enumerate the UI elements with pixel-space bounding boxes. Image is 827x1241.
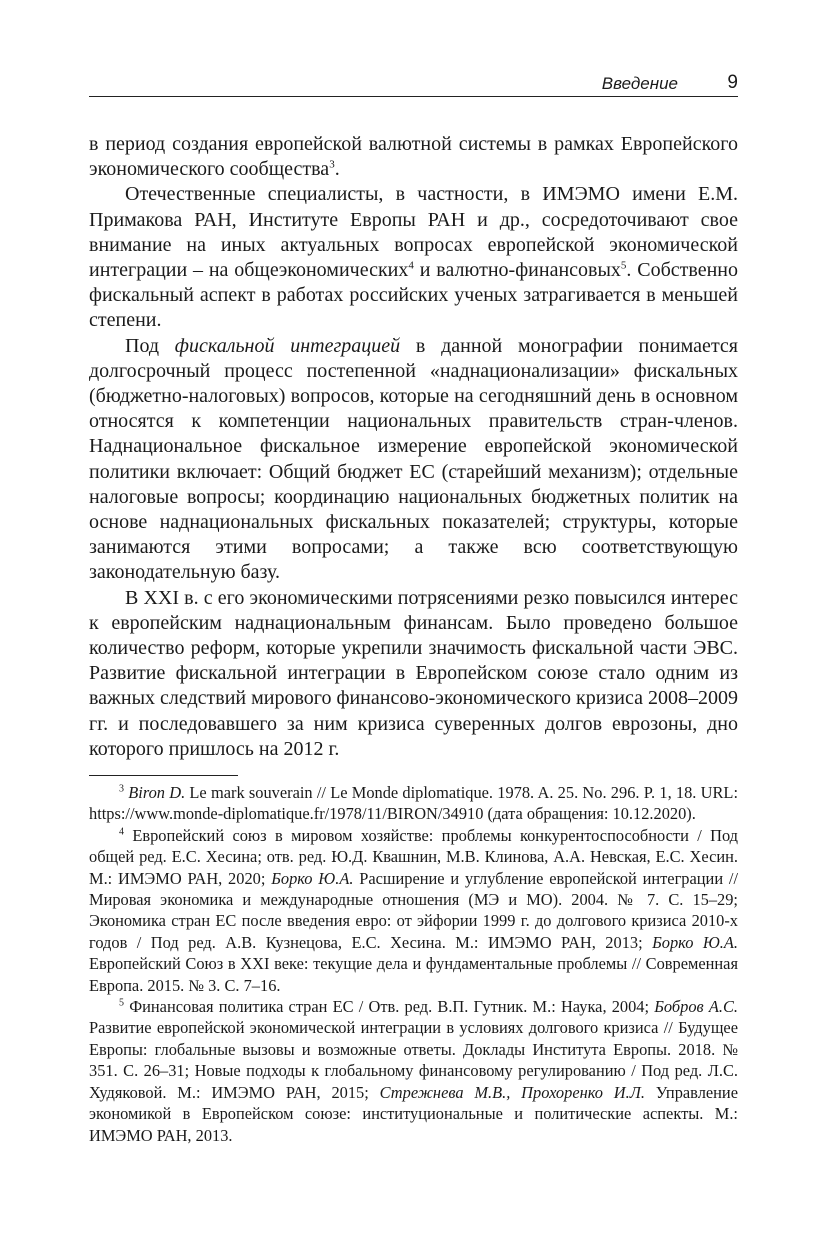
- footnote-ref-5[interactable]: 5: [620, 259, 627, 272]
- footnote-author: Борко Ю.А.: [652, 932, 738, 952]
- footnote-5: $^5$ Финансовая политика стран ЕС / Отв. ред. В.П. Гутник. М.: Наука, 2004; Бобров А.С. Развитие европейской экономической интеграции в условиях долгового кризиса // Будущее Европы: глобальные вызовы и возможные ответы. Доклады Института Европы. 2018. № 351. С. 26–31; Новые подходы к глобальному финансовому регулированию / Под ред. Л.С. Худяковой. М.: ИМЭМО РАН, 2015; Стрежнева М.В., Прохоренко И.Л. Управление экономикой в Европейском союзе: институциональные и политические аспекты. М.: ИМЭМО РАН, 2013.: [89, 997, 738, 1145]
- footnote-ref-3[interactable]: 3: [329, 158, 335, 171]
- footnote-author: Biron D.: [128, 783, 186, 802]
- running-header-title: Введение: [601, 74, 678, 93]
- running-header: [89, 72, 738, 97]
- term-fiscal-integration: фискальной интеграцией: [174, 334, 401, 357]
- footnote-author: Бобров А.С.: [654, 997, 738, 1017]
- footnote-4: $^4$ Европейский союз в мировом хозяйстве: проблемы конкурентоспособности / Под общей ред. Е.С. Хесина; отв. ред. Ю.Д. Квашнин, М.В. Клинова, А.А. Невская, Е.С. Хесин. М.: ИМЭМО РАН, 2020; Борко Ю.А. Расширение и углубление европейской интеграции // Мировая экономика и международные отношения (МЭ и МО). 2004. № 7. С. 15–29; Экономика стран ЕС после введения евро: от эйфории 1999 г. до долгового кризиса 2010-х годов / Под ред. А.В. Кузнецова, Е.С. Хесина. М.: ИМЭМО РАН, 2013; Борко Ю.А. Европейский Союз в XXI веке: текущие дела и фундаментальные проблемы // Современная Европа. 2015. № 3. С. 7–16.: [89, 825, 738, 995]
- footnote-3: $^3$ Biron D. Le mark souverain // Le Monde diplomatique. 1978. A. 25. No. 296. P. 1, 18. URL: https://www.monde-diplomatique.fr/1978/11/BIRON/34910 (дата обращения: 10.12.2020).: [89, 783, 738, 824]
- paragraph-3: Под фискальной интеграцией в данной монографии понимается долгосрочный процесс постепенной «наднационализации» фискальных (бюджетно-налоговых) вопросов, которые на сегодняшний день в основном относятся к компетенции национальных правительств стран-членов. Наднациональное фискальное измерение европейской экономической политики включает: Общий бюджет ЕС (старейший механизм); отдельные налоговые вопросы; координацию национальных бюджетных политик на основе наднациональных фискальных показателей; структуры, которые занимаются этими вопросами; а также всю соответствующую законодательную базу.: [89, 334, 738, 584]
- paragraph-1: в период создания европейской валютной системы в рамках Европейского экономического сообщества$^3$.: [89, 133, 738, 181]
- footnote-number-5: 5: [119, 997, 124, 1009]
- footnote-author: Стрежнева М.В., Прохоренко И.Л.: [379, 1082, 645, 1102]
- footnote-author: Борко Ю.А.: [271, 868, 354, 888]
- paragraph-4: В XXI в. с его экономическими потрясениями резко повысился интерес к европейским наднациональным финансам. Было проведено большое количество реформ, которые укрепили значимость фискальной части ЭВС. Развитие фискальной интеграции в Европейском союзе стало одним из важных следствий мирового финансово-экономического кризиса 2008–2009 гг. и последовавшего за ним кризиса суверенных долгов еврозоны, дно которого пришлось на 2012 г.: [89, 586, 738, 760]
- footnotes: [89, 782, 738, 1146]
- book-page: [89, 0, 738, 1241]
- footnote-ref-4[interactable]: 4: [408, 259, 414, 272]
- footnote-number-3: 3: [119, 783, 124, 795]
- footnote-number-4: 4: [119, 826, 124, 838]
- footnote-divider: [89, 775, 238, 776]
- main-text: [89, 132, 738, 762]
- page-number: 9: [727, 72, 738, 93]
- paragraph-2: Отечественные специалисты, в частности, в ИМЭМО имени Е.М. Примакова РАН, Институте Европы РАН и др., сосредоточивают свое внимание на иных актуальных вопросах европейской экономической интеграции – на общеэкономических$^4$ и валютно-финансовых$^5$. Собственно фискальный аспект в работах российских ученых затрагивается в меньшей степени.: [89, 183, 738, 332]
